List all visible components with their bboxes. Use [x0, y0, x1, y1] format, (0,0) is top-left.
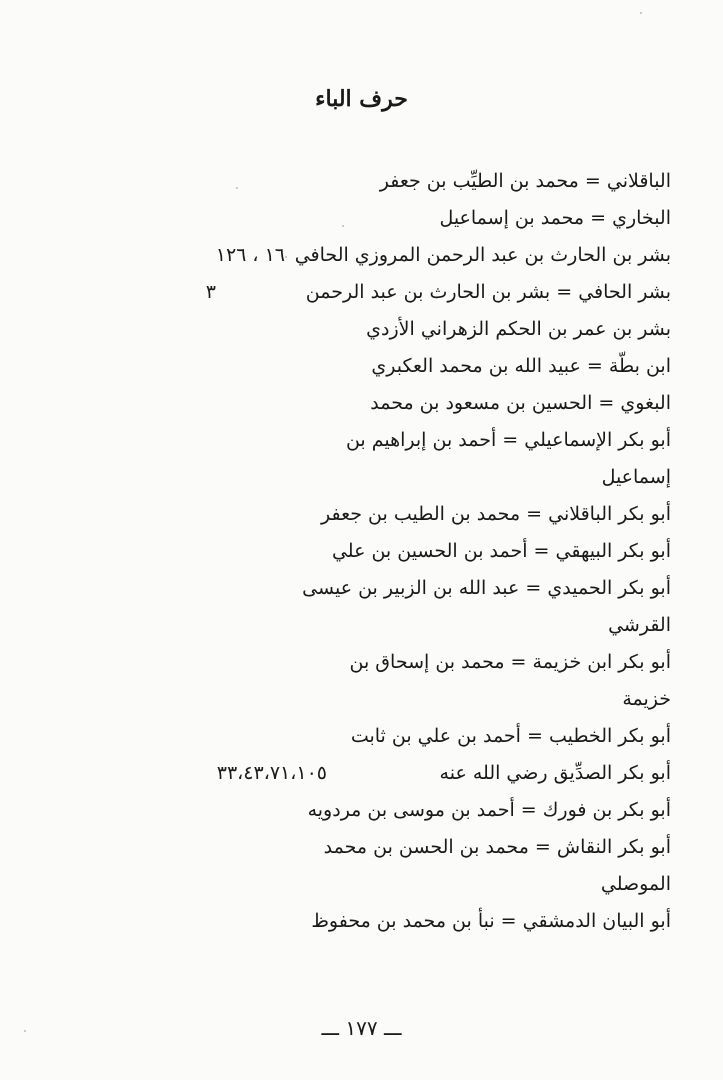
- index-entry: [0, 352, 723, 389]
- entry-text: القرشي: [608, 614, 671, 636]
- index-entry: [0, 167, 723, 204]
- index-entries: [0, 167, 723, 944]
- index-entry: [0, 759, 723, 796]
- entry-text: الباقلاني = محمد بن الطيِّب بن جعفر: [379, 170, 671, 192]
- entry-text: أبو بكر الخطيب = أحمد بن علي بن ثابت: [350, 725, 671, 747]
- entry-text: بشر بن الحارث بن عبد الرحمن المروزي الحافي: [294, 244, 671, 266]
- index-entry: [0, 648, 723, 685]
- index-entry: [0, 833, 723, 870]
- index-entry: [0, 315, 723, 352]
- entry-text: إسماعيل: [601, 466, 671, 488]
- paper-speck: [342, 225, 344, 227]
- entry-text: ابن بطّة = عبيد الله بن محمد العكبري: [371, 355, 671, 377]
- page-number: ـــ ١٧٧ ـــ: [321, 1016, 402, 1040]
- section-heading: حرف الباء: [315, 86, 408, 112]
- index-entry: [0, 574, 723, 611]
- entry-text: أبو بكر البيهقي = أحمد بن الحسين بن علي: [331, 540, 671, 562]
- entry-text: أبو بكر النقاش = محمد بن الحسن بن محمد: [323, 836, 671, 858]
- entry-text: أبو البيان الدمشقي = نبأ بن محمد بن محفوظ: [311, 910, 671, 932]
- paper-speck: [24, 1030, 26, 1032]
- entry-text: خزيمة: [622, 688, 671, 710]
- index-entry: [0, 426, 723, 463]
- entry-text: البغوي = الحسين بن مسعود بن محمد: [370, 392, 671, 414]
- entry-page-refs: ٣: [205, 281, 216, 303]
- index-entry-continuation: [0, 870, 723, 907]
- index-entry: [0, 389, 723, 426]
- entry-text: البخاري = محمد بن إسماعيل: [439, 207, 671, 229]
- entry-text: أبو بكر الباقلاني = محمد بن الطيب بن جعفر: [321, 503, 671, 525]
- paper-speck: [285, 256, 287, 258]
- index-entry: [0, 537, 723, 574]
- entry-page-refs: ٣٣،٤٣،٧١،١٠٥: [216, 762, 327, 784]
- index-entry: [0, 500, 723, 537]
- entry-text: أبو بكر الإسماعيلي = أحمد بن إبراهيم بن: [345, 429, 671, 451]
- index-entry: [0, 241, 723, 278]
- paper-speck: [236, 187, 238, 189]
- paper-speck: [640, 12, 642, 14]
- entry-text: بشر بن عمر بن الحكم الزهراني الأزدي: [366, 318, 671, 340]
- entry-text: أبو بكر الحميدي = عبد الله بن الزبير بن عيسى: [302, 577, 671, 599]
- index-entry: [0, 204, 723, 241]
- entry-text: أبو بكر بن فورك = أحمد بن موسى بن مردويه: [307, 799, 671, 821]
- index-entry: [0, 796, 723, 833]
- entry-text: أبو بكر الصدِّيق رضي الله عنه: [439, 762, 671, 784]
- entry-text: بشر الحافي = بشر بن الحارث بن عبد الرحمن: [305, 281, 671, 303]
- index-entry: [0, 907, 723, 944]
- index-entry-continuation: [0, 463, 723, 500]
- entry-page-refs: ١٦ ، ١٢٦: [215, 244, 285, 266]
- index-entry-continuation: [0, 685, 723, 722]
- entry-text: أبو بكر ابن خزيمة = محمد بن إسحاق بن: [349, 651, 671, 673]
- index-entry: [0, 278, 723, 315]
- entry-text: الموصلي: [600, 873, 671, 895]
- index-entry: [0, 722, 723, 759]
- index-entry-continuation: [0, 611, 723, 648]
